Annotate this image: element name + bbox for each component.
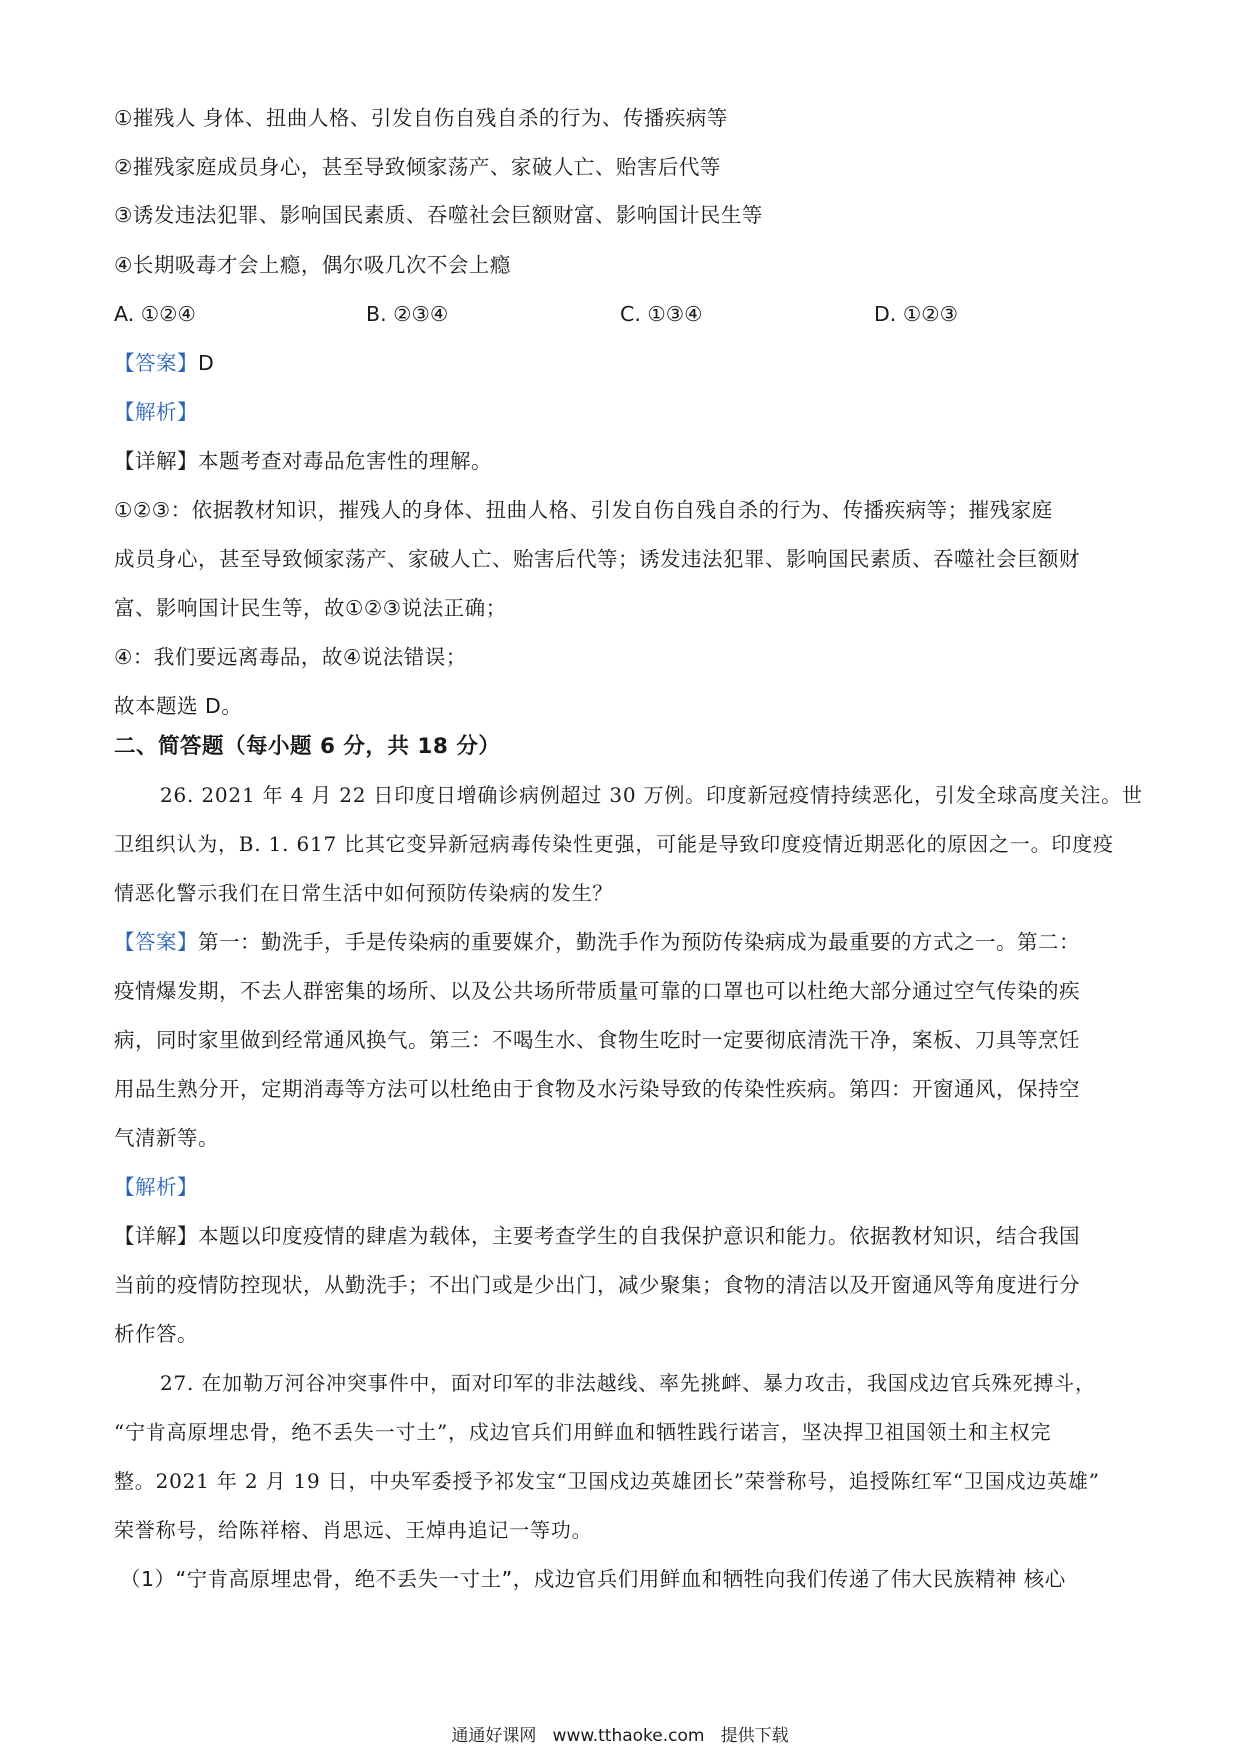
- question-27-sub1: （1）“宁肯高原埋忠骨，绝不丢失一寸土”，戍边官兵们用鲜血和牺牲向我们传递了伟大民族精神 核心: [120, 1567, 1066, 1591]
- detail-line: [114, 446, 1134, 476]
- detail-26-line: 析作答。: [114, 1322, 198, 1346]
- explanation-line: 成员身心，甚至导致倾家荡产、家破人亡、贻害后代等；诱发违法犯罪、影响国民素质、吞噬社会巨额财: [114, 547, 1080, 571]
- detail-26-line: 当前的疫情防控现状，从勤洗手；不出门或是少出门，减少聚集；食物的清洁以及开窗通风等角度进行分: [114, 1273, 1080, 1297]
- question-26-stem: 26. 2021 年 4 月 22 日印度日增确诊病例超过 30 万例。印度新冠疫情持续恶化，引发全球高度关注。世: [160, 783, 1143, 807]
- statement-1: ①摧残人 身体、扭曲人格、引发自伤自残自杀的行为、传播疾病等: [114, 106, 728, 130]
- question-27-stem: 27. 在加勒万河谷冲突事件中，面对印军的非法越线、率先挑衅、暴力攻击，我国戍边官兵殊死搏斗，: [160, 1371, 1096, 1395]
- detail-tag: 【详解】: [114, 449, 198, 473]
- option-a: A. ①②④: [114, 302, 196, 326]
- answer-26-line: [114, 927, 1134, 957]
- option-c: C. ①③④: [620, 302, 703, 326]
- option-b: B. ②③④: [366, 302, 449, 326]
- analysis-tag: 【解析】: [114, 400, 198, 424]
- answer-26-line: 气清新等。: [114, 1126, 219, 1150]
- answer-value: D: [198, 351, 215, 375]
- explanation-line: 富、影响国计民生等，故①②③说法正确；: [114, 596, 507, 620]
- statement-4: ④长期吸毒才会上瘾，偶尔吸几次不会上瘾: [114, 253, 511, 277]
- detail-tag: 【详解】: [114, 1224, 198, 1248]
- page-footer: 通通好课网 www.tthaoke.com 提供下载: [451, 1726, 789, 1746]
- detail-26-line: [114, 1221, 1134, 1251]
- answer-26-line: 病，同时家里做到经常通风换气。第三：不喝生水、食物生吃时一定要彻底清洗干净，案板、刀具等烹饪: [114, 1028, 1080, 1052]
- statement-3: ③诱发违法犯罪、影响国民素质、吞噬社会巨额财富、影响国计民生等: [114, 203, 763, 227]
- question-26-stem: 卫组织认为，B. 1. 617 比其它变异新冠病毒传染性更强，可能是导致印度疫情近期恶化的原因之一。印度疫: [114, 832, 1114, 856]
- question-27-stem: 整。2021 年 2 月 19 日，中央军委授予祁发宝“卫国戍边英雄团长”荣誉称号，追授陈红军“卫国戍边英雄”: [114, 1469, 1100, 1493]
- detail-text: 本题考查对毒品危害性的理解。: [198, 449, 492, 473]
- explanation-line: ④：我们要远离毒品，故④说法错误；: [114, 645, 467, 669]
- option-d: D. ①②③: [874, 302, 958, 326]
- answer-line: [114, 348, 1134, 378]
- answer-tag: 【答案】: [114, 930, 198, 954]
- question-26-stem: 情恶化警示我们在日常生活中如何预防传染病的发生？: [114, 881, 614, 905]
- explanation-line: 故本题选 D。: [114, 694, 243, 718]
- answer-tag: 【答案】: [114, 351, 198, 375]
- answer-26-line: 用品生熟分开，定期消毒等方法可以杜绝由于食物及水污染导致的传染性疾病。第四：开窗通风，保持空: [114, 1077, 1080, 1101]
- question-27-stem: “宁肯高原埋忠骨，绝不丢失一寸土”，戍边官兵们用鲜血和牺牲践行诺言，坚决捍卫祖国领土和主权完: [114, 1420, 1052, 1444]
- explanation-line: ①②③：依据教材知识，摧残人的身体、扭曲人格、引发自伤自残自杀的行为、传播疾病等；摧残家庭: [114, 498, 1053, 522]
- section-heading: 二、简答题（每小题 6 分，共 18 分）: [114, 734, 501, 759]
- detail-text: 本题以印度疫情的肆虐为载体，主要考查学生的自我保护意识和能力。依据教材知识，结合我国: [198, 1224, 1080, 1248]
- answer-26-line: 疫情爆发期，不去人群密集的场所、以及公共场所带质量可靠的口罩也可以杜绝大部分通过空气传染的疾: [114, 979, 1080, 1003]
- statement-2: ②摧残家庭成员身心，甚至导致倾家荡产、家破人亡、贻害后代等: [114, 155, 721, 179]
- question-27-stem: 荣誉称号，给陈祥榕、肖思远、王焯冉追记一等功。: [114, 1518, 593, 1542]
- answer-text: 第一：勤洗手，手是传染病的重要媒介，勤洗手作为预防传染病成为最重要的方式之一。第二：: [198, 930, 1080, 954]
- analysis-tag: 【解析】: [114, 1175, 198, 1199]
